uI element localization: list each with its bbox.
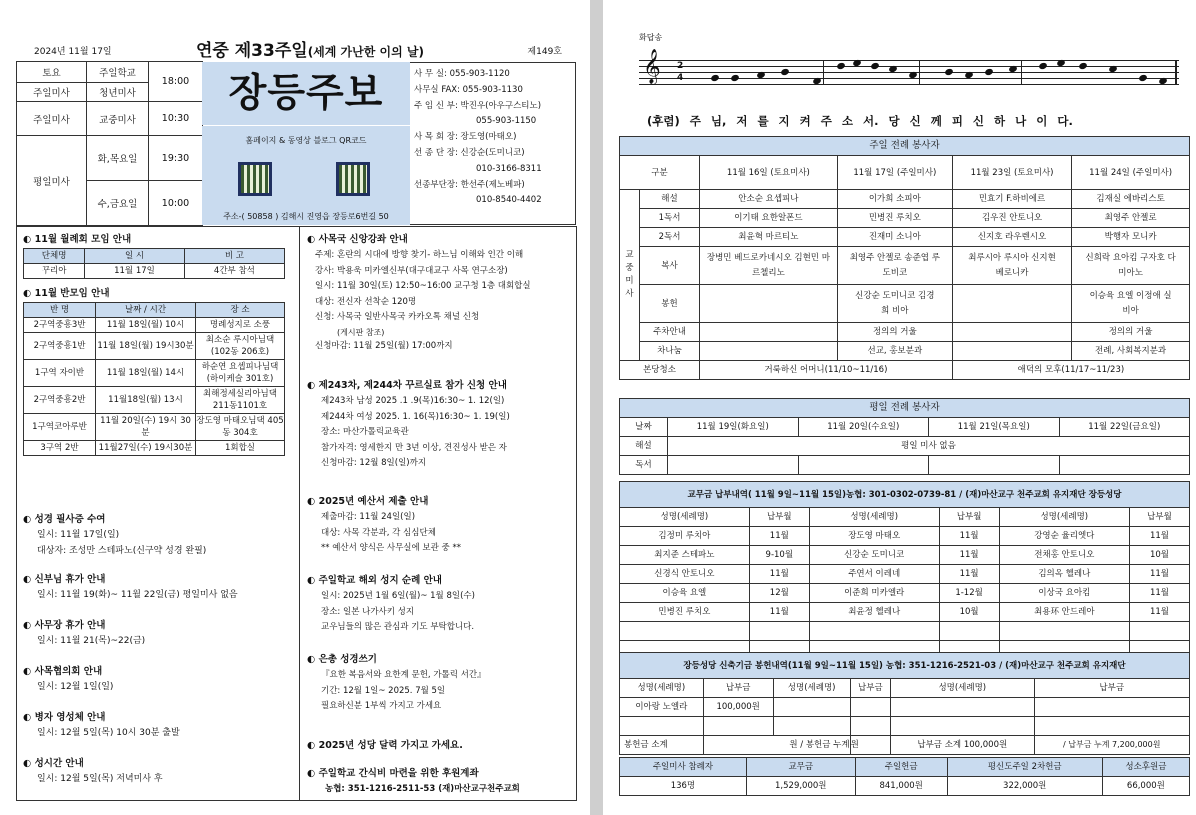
table-cell: 신강순 도미니코 김경희 비아 [837,285,952,323]
section-title: ◐ 2025년 성당 달력 가지고 가세요. [307,740,463,751]
notice-line: 신청마감: 12월 8일(일)까지 [321,458,427,468]
table-header: 주일헌금 [855,758,947,777]
table-cell: 841,000원 [855,777,947,796]
table-cell [703,717,773,736]
budget-notice [307,493,461,557]
table-cell: 김의옥 헬레나 [999,565,1129,584]
monthly-meeting-notice [23,231,285,279]
table-cell: 11월 [1130,565,1190,584]
table-cell: 11월 18일(월) 14시 [96,360,196,387]
issue-number: 제149호 [527,47,562,57]
contact-line: 010-8540-4402 [476,195,542,206]
music-note-icon [1038,62,1048,70]
table-header: 장 소 [196,303,285,318]
psalm-lyrics: (후렴) 주 님, 저 를 지 켜 주 소 서. 당 신 께 피 신 하 나 이 다. [647,114,1073,128]
table-cell: 신희락 요아킴 구자호 다미아노 [1072,247,1190,285]
sunday-subtitle: (세계 가난한 이의 날) [307,45,424,59]
building-fund-title: 장등성당 신축기금 봉헌내역(11월 9일~11월 15일) 농협: 351-1216-2521-03 / (재)마산교구 천주교회 유지재단 [620,653,1190,679]
table-cell: 12월 [749,584,809,603]
contact-line: 주 임 신 부: 박진우(아우구스티노) [414,100,542,111]
table-cell: 최지준 스테파노 [620,546,750,565]
group-meeting-table [23,302,285,456]
table-cell: 정의의 거울 [1072,323,1190,342]
schedule-cell: 주일학교 [87,62,149,83]
table-cell: 최해정세실리아님댁 211동1101호 [196,387,285,414]
notice-line: 교우님들의 많은 관심과 기도 부탁합니다. [321,622,475,632]
cursillo-notice [307,377,510,472]
table-cell: 강영순 율리엣다 [999,527,1129,546]
notice-line: 일시: 11월 30일(토) 12:50~16:00 교구청 1층 대회합실 [315,281,531,291]
table-cell: 최영주 안젤로 송준엽 루도비코 [837,247,952,285]
table-header: 단체명 [24,249,85,264]
contact-line: 사 무 실: 055-903-1120 [414,69,510,79]
table-cell: 이상국 요아킴 [999,584,1129,603]
contact-line: 010-3166-8311 [476,163,542,174]
table-cell: 이가희 소피아 [837,190,952,209]
schedule-cell: 주일미사 [17,83,87,102]
table-cell [891,717,1034,736]
row-label: 1독서 [640,209,700,228]
notice-line: 장소: 마산가톨릭교육관 [321,427,409,437]
contact-line: 사무실 FAX: 055-903-1130 [414,84,523,95]
table-cell [850,698,890,717]
row-label: 복사 [640,247,700,285]
table-cell: 이승육 요엘 [620,584,750,603]
sunday-servers-table [619,136,1190,380]
row-label: 봉헌 [640,285,700,323]
table-cell: 최루시아 루시아 신지현 베로니카 [952,247,1071,285]
office-leave-notice [23,617,145,650]
notice-line: 일시: 2025년 1월 6일(월)~ 1월 8일(수) [321,591,475,601]
table-cell: 민병진 루치오 [837,209,952,228]
table-cell: 11월 [1130,603,1190,622]
notice-line: 일시: 11월 21(목)~22(금) [37,636,146,646]
notice-line: 대상자: 조성만 스테파노(신구약 성경 완필) [37,545,207,556]
calendar-notice [307,737,463,754]
table-cell: 11월 [939,527,999,546]
table-header: 반 명 [24,303,96,318]
table-header: 날짜 [620,418,668,437]
music-note-icon [1078,62,1088,70]
weekday-servers-table [619,398,1190,475]
section-title: ◐ 병자 영성체 안내 [23,712,106,723]
table-cell [773,698,850,717]
section-title: ◐ 11월 월례회 모임 안내 [23,234,132,245]
weekday-servers-title: 평일 전례 봉사자 [620,399,1190,418]
council-notice [23,663,113,696]
row-label: 차나눔 [640,342,700,361]
section-title: ◐ 11월 반모임 안내 [23,288,110,299]
table-cell: 11월 18일(월) 19시30분 [96,333,196,360]
notice-line: 일시: 12월 1일(일) [37,682,114,692]
side-label: 교중미사 [620,190,640,361]
notice-line: 농협: 351-1216-2511-53 (재)마산교구천주교회 [325,784,520,794]
table-cell: 2구역중흥1반 [24,333,96,360]
contact-line: 055-903-1150 [476,116,537,127]
table-cell: 정의의 거울 [837,323,952,342]
table-cell [749,622,809,641]
column-divider [299,227,300,800]
table-cell: 민병진 루치오 [620,603,750,622]
schedule-cell: 토요 [17,62,87,83]
bar-line [919,60,920,84]
table-cell: 1,529,000원 [746,777,855,796]
table-cell: 선교, 홍보분과 [837,342,952,361]
schedule-cell: 10:00 [149,181,203,226]
section-title: ◐ 사목국 신앙강좌 안내 [307,234,408,245]
sum-label: 원 [850,736,890,755]
music-note-icon [870,62,880,70]
table-cell: 11월 [1130,527,1190,546]
table-cell [1130,622,1190,641]
qr-box [202,126,410,225]
notice-line: 일시: 11월 17일(일) [37,530,120,540]
table-cell: 김정미 루치아 [620,527,750,546]
notice-line: 대상: 전신자 선착순 120명 [315,296,417,307]
table-cell [798,456,929,475]
parish-address: 주소-( 50858 ) 김해시 진영읍 장등로6번길 50 [223,212,389,221]
table-cell [620,622,750,641]
table-cell: 10월 [1130,546,1190,565]
table-cell: 최윤혁 마르티노 [700,228,838,247]
table-cell [620,717,704,736]
table-cell: 최용环 안드레아 [999,603,1129,622]
table-cell [700,285,838,323]
table-cell: 거룩하신 어머니(11/10~11/16) [700,361,953,380]
table-header: 11월 23일 (토요미사) [952,156,1071,190]
table-cell: 1구역코아루반 [24,414,96,441]
notice-line: 제243차 남성 2025 .1 .9(목)16:30~ 1. 12(일) [321,396,505,406]
notice-line: 강사: 박용욱 미카엘신부(대구대교구 사목 연구소장) [315,265,508,276]
notice-line: 주제: 혼란의 시대에 방향 찾기- 하느님 이해와 인간 이해 [315,250,524,260]
table-header: 성명(세례명) [620,508,750,527]
dues-table [619,481,1190,660]
homepage-qr-code[interactable] [238,162,272,196]
table-cell: 하순연 요셉피나님댁(하이케슬 301호) [196,360,285,387]
table-header: 납부월 [939,508,999,527]
row-label: 본당청소 [620,361,700,380]
table-cell: 장병민 베드로카네시오 김현민 마르첼리노 [700,247,838,285]
row-label: 2독서 [640,228,700,247]
music-note-icon [710,74,720,82]
table-cell: 평일 미사 없음 [668,437,1190,456]
table-header: 11월 20일(수요일) [798,418,929,437]
finance-summary-table [619,757,1190,796]
row-label: 주차안내 [640,323,700,342]
table-header: 11월 24일 (주일미사) [1072,156,1190,190]
schedule-cell: 평일미사 [17,136,87,226]
table-cell: 2구역중흥2반 [24,387,96,414]
table-cell: 11월 20일(수) 19시 30분 [96,414,196,441]
table-header: 주일미사 참례자 [620,758,747,777]
sunday-servers-title: 주일 전례 봉사자 [620,137,1190,156]
table-cell [668,456,799,475]
section-title: ◐ 은총 성경쓰기 [307,654,377,665]
contact-line: 선 종 단 장: 신강순(도미니코) [414,147,525,158]
table-header: 성명(세례명) [891,679,1034,698]
table-header: 납부월 [749,508,809,527]
table-cell: 이승육 요엘 이정애 실비아 [1072,285,1190,323]
table-cell: 애덕의 모후(11/17~11/23) [952,361,1189,380]
notice-line: 일시: 12월 5일(목) 저녁미사 후 [37,774,163,784]
music-staff [639,49,1179,90]
row-label: 해설 [620,437,668,456]
section-title: ◐ 주일학교 해외 성지 순례 안내 [307,575,442,586]
section-title: ◐ 주일학교 간식비 마련을 위한 후원계좌 [307,768,479,779]
table-cell [1034,698,1190,717]
bulletin-logo: 장등주보 [202,62,410,125]
bulletin-header [16,36,576,60]
table-header: 납부금 [850,679,890,698]
table-cell: 신경식 안토니오 [620,565,750,584]
donation-account-notice [307,765,520,798]
contact-line: 선종부단장: 한선주(제노베파) [414,179,525,190]
psalm-label: 화답송 [639,33,663,42]
sum-value: / 납부금 누계 7,200,000원 [1034,736,1190,755]
table-cell: 11월 18일(월) 10시 [96,318,196,333]
bar-line [1021,60,1022,84]
notice-line: 신청마감: 11월 25일(월) 17:00까지 [315,340,453,351]
table-cell [700,342,838,361]
treble-clef-icon: 𝄞 [643,49,661,84]
table-cell: 322,000원 [947,777,1102,796]
table-cell: 3구역 2반 [24,441,96,456]
table-cell: 11월 [1130,584,1190,603]
table-cell: 이준희 미카엘라 [809,584,939,603]
music-note-icon [836,62,846,70]
table-cell: 9-10월 [749,546,809,565]
table-cell: 11월 [749,527,809,546]
row-label: 해설 [640,190,700,209]
table-cell [891,698,1034,717]
table-cell: 11월 [939,546,999,565]
table-header: 11월 19일(화요일) [668,418,799,437]
table-cell: 김우진 안토니오 [952,209,1071,228]
sum-label: 봉헌금 소계 [620,736,704,755]
table-cell [952,323,1071,342]
table-cell [952,285,1071,323]
table-cell [939,622,999,641]
schedule-cell: 청년미사 [87,83,149,102]
notice-line: ** 예산서 양식은 사무실에 보관 중 ** [321,543,461,553]
table-cell: 66,000원 [1102,777,1189,796]
notice-line: 참가자격: 영세한지 만 3년 이상, 견진성사 받은 자 [321,442,507,453]
bar-line [823,60,824,84]
sunday-title: 연중 제33주일 [196,41,308,61]
section-title: ◐ 성경 필사증 수여 [23,514,106,525]
table-cell: 11월 17일 [85,264,185,279]
notice-line: 일시: 12월 5일(목) 10시 30분 출발 [37,728,180,738]
notices-area [16,226,577,801]
sick-communion-notice [23,709,180,742]
table-header: 평신도주일 2차헌금 [947,758,1102,777]
left-page [0,0,590,815]
table-cell: 100,000원 [703,698,773,717]
table-header: 성명(세례명) [773,679,850,698]
table-cell [809,622,939,641]
bulletin-title [196,36,424,61]
notice-line: 기간: 12월 1일~ 2025. 7월 5일 [321,685,446,696]
table-cell: 최소순 루시아님댁 (102동 206호) [196,333,285,360]
notice-line: 장소: 일본 나가사키 성지 [321,606,415,617]
dues-title: 교무금 납부내역( 11월 9일~11월 15일)농협: 301-0302-0739-81 / (재)마산교구 천주교회 유지재단 장등성당 [620,482,1190,508]
sum-label: 원 / 봉헌금 누계 [703,736,850,755]
table-cell: 전채홍 안토니오 [999,546,1129,565]
section-title: ◐ 사무장 휴가 안내 [23,620,106,631]
table-cell: 최영주 안젤로 [1072,209,1190,228]
table-header: 11월 21일(목요일) [929,418,1060,437]
music-note-icon [730,74,740,82]
table-cell: 진재미 소니아 [837,228,952,247]
mass-schedule-table [16,61,203,226]
time-signature-icon: 2 4 [677,61,684,83]
priest-leave-notice [23,571,238,604]
table-cell: 김재실 에바리스토 [1072,190,1190,209]
table-header: 납부금 [703,679,773,698]
notice-line: 필요하신분 1부씩 가지고 가세요 [321,701,442,711]
music-note-icon [780,68,790,76]
music-note-icon [1138,74,1148,82]
section-title: ◐ 사목협의회 안내 [23,666,103,677]
table-cell: 11월 [939,565,999,584]
table-cell: 4간부 참석 [184,264,284,279]
table-cell: 명례성지로 소풍 [196,318,285,333]
table-header: 성명(세례명) [620,679,704,698]
table-header: 납부월 [1130,508,1190,527]
table-cell [1034,717,1190,736]
section-title: ◐ 제243차, 제244차 꾸르실료 참가 신청 안내 [307,380,507,391]
table-cell: 전례, 사회복지분과 [1072,342,1190,361]
notice-line: 제244차 여성 2025. 1. 16(목)16:30~ 1. 19(일) [321,411,510,422]
schedule-cell: 19:30 [149,136,203,181]
qr-title: 홈페이지 & 동영상 블로그 QR코드 [245,136,367,145]
music-note-icon [984,68,994,76]
holy-hour-notice [23,755,163,788]
table-header: 11월 22일(금요일) [1059,418,1190,437]
table-header: 비 고 [184,249,284,264]
table-header: 성소후원금 [1102,758,1189,777]
notice-line: 대상: 사목 각분과, 각 심심단체 [321,527,436,538]
schedule-cell: 교중미사 [87,102,149,136]
table-header: 납부금 [1034,679,1190,698]
schedule-cell: 수,금요일 [87,181,149,226]
section-title: ◐ 2025년 예산서 제출 안내 [307,496,429,507]
building-fund-table [619,652,1190,755]
notice-line: 제출마감: 11월 24일(일) [321,512,416,522]
table-cell: 박행자 모니카 [1072,228,1190,247]
notice-line: 일시: 11월 19(화)~ 11월 22일(금) 평일미사 없음 [37,590,238,600]
table-cell: 11월18일(월) 13시 [96,387,196,414]
table-header: 11월 17일 (주일미사) [837,156,952,190]
table-cell: 이기태 요한알폰드 [700,209,838,228]
table-cell: 주연서 이레네 [809,565,939,584]
section-title: ◐ 성시간 안내 [23,758,84,769]
bible-copy-notice [23,511,206,559]
schedule-cell: 주일미사 [17,102,87,136]
table-cell: 10월 [939,603,999,622]
table-header: 성명(세례명) [809,508,939,527]
meeting-table [23,248,285,279]
music-note-icon [944,68,954,76]
table-cell: 장도영 마태오님댁 405동 304호 [196,414,285,441]
notice-subline: (게시판 참조) [337,327,385,337]
table-cell [850,717,890,736]
table-header: 날짜 / 시간 [96,303,196,318]
section-title: ◐ 신부님 휴가 안내 [23,574,106,585]
contact-line: 사 목 회 장: 장도영(마태오) [414,132,517,143]
page-gutter [590,0,603,815]
table-header: 일 시 [85,249,185,264]
row-label: 독서 [620,456,668,475]
sum-value: 납부금 소계 100,000원 [891,736,1034,755]
table-header: 구분 [620,156,700,190]
table-cell: 안소순 요셉피나 [700,190,838,209]
schedule-cell: 10:30 [149,102,203,136]
table-cell: 136명 [620,777,747,796]
blog-qr-code[interactable] [336,162,370,196]
table-cell: 꾸리아 [24,264,85,279]
table-cell: 11월 [749,603,809,622]
table-cell: 1-12월 [939,584,999,603]
pilgrimage-notice [307,572,475,636]
notice-line: 신청: 사목국 일반사목국 카카오톡 채널 신청 [315,312,480,322]
table-cell: 최윤정 헬레나 [809,603,939,622]
bulletin-date: 2024년 11월 17일 [34,47,112,57]
table-cell: 11월 [749,565,809,584]
table-cell [700,323,838,342]
table-header: 성명(세례명) [999,508,1129,527]
table-cell: 민효기 F.하비에르 [952,190,1071,209]
table-cell: 신지호 라우렌시오 [952,228,1071,247]
table-cell: 11월27일(수) 19시30분 [96,441,196,456]
table-cell [999,622,1129,641]
faith-lecture-notice [307,231,531,354]
schedule-cell: 18:00 [149,62,203,102]
table-cell: 신강순 도미니코 [809,546,939,565]
table-header: 11월 16일 (토요미사) [700,156,838,190]
notice-line: 『요한 복음서와 요한계 문헌, 가톨릭 서간』 [321,670,486,680]
table-cell: 이아랑 노엘라 [620,698,704,717]
table-cell: 1구역 자이반 [24,360,96,387]
table-cell: 장도영 마태오 [809,527,939,546]
table-cell: 2구역중흥3반 [24,318,96,333]
schedule-cell: 화,목요일 [87,136,149,181]
contact-info [410,62,576,225]
group-meeting-notice [23,285,285,456]
table-cell [929,456,1060,475]
table-cell [773,717,850,736]
bar-line [1175,60,1177,84]
bible-writing-notice [307,651,486,715]
table-cell [1059,456,1190,475]
right-page [603,0,1196,815]
table-header: 교무금 [746,758,855,777]
table-cell [952,342,1071,361]
table-cell: 1회합실 [196,441,285,456]
